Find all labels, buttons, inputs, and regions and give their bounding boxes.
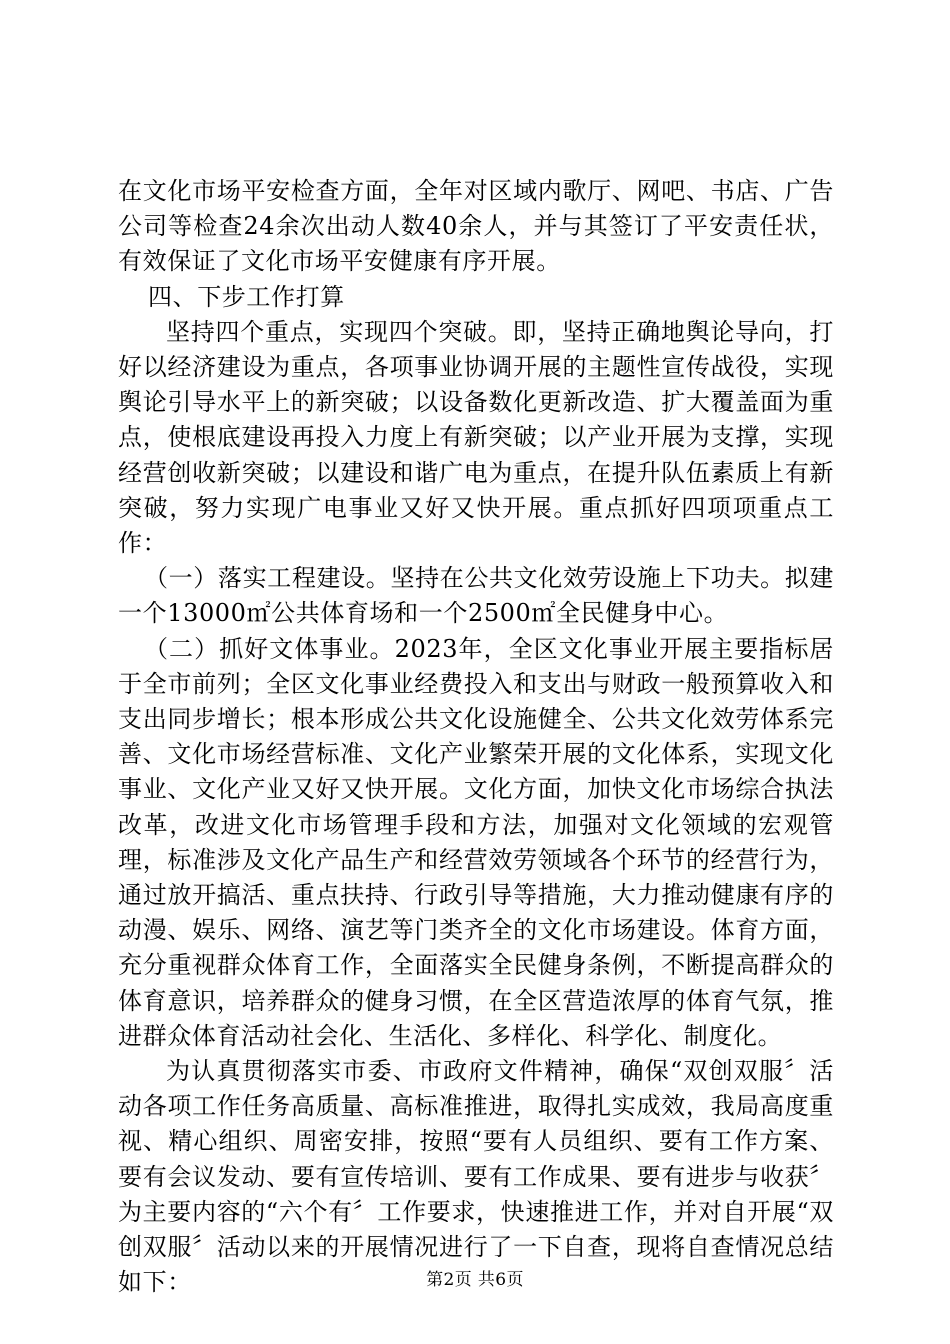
- paragraph-market-safety: 在文化市场平安检查方面，全年对区域内歌厅、网吧、书店、广告公司等检查24余次出动人数40余人，并与其签订了平安责任状，有效保证了文化市场平安健康有序开展。: [118, 177, 834, 276]
- paragraph-four-focuses: 坚持四个重点，实现四个突破。即，坚持正确地舆论导向，打好以经济建设为重点，各项事业协调开展的主题性宣传战役，实现舆论引导水平上的新突破；以设备数化更新改造、扩大覆盖面为重点，使根底建设再投入力度上有新突破；以产业开展为支撑，实现经营创收新突破；以建设和谐广电为重点，在提升队伍素质上有新突破，努力实现广电事业又好又快开展。重点抓好四项项重点工作：: [118, 317, 834, 558]
- paragraph-culture-sports: （二）抓好文体事业。2023年，全区文化事业开展主要指标居于全市前列；全区文化事业经费投入和支出与财政一般预算收入和支出同步增长；根本形成公共文化设施健全、公共文化效劳体系完善、文化市场经营标准、文化产业繁荣开展的文化体系，实现文化事业、文化产业又好又快开展。文化方面，加快文化市场综合执法改革，改进文化市场管理手段和方法，加强对文化领域的宏观管理，标准涉及文化产品生产和经营效劳领域各个环节的经营行为，通过放开搞活、重点扶持、行政引导等措施，大力推动健康有序的动漫、娱乐、网络、演艺等门类齐全的文化市场建设。体育方面，充分重视群众体育工作，全面落实全民健身条例，不断提高群众的体育意识，培养群众的健身习惯，在全区营造浓厚的体育气氛，推进群众体育活动社会化、生活化、多样化、科学化、制度化。: [118, 634, 834, 1050]
- section-heading-next-steps: 四、下步工作打算: [148, 282, 345, 311]
- paragraph-project-construction: （一）落实工程建设。坚持在公共文化效劳设施上下功夫。拟建一个13000㎡公共体育场和一个2500㎡全民健身中心。: [118, 564, 834, 628]
- paragraph-self-inspection: 为认真贯彻落实市委、市政府文件精神，确保“双创双服〞活动各项工作任务高质量、高标准推进，取得扎实成效，我局高度重视、精心组织、周密安排，按照“要有人员组织、要有工作方案、要有会议发动、要有宣传培训、要有工作成果、要有进步与收获〞为主要内容的“六个有〞工作要求，快速推进工作，并对自开展“双创双服〞活动以来的开展情况进行了一下自查，现将自查情况总结如下：: [118, 1057, 834, 1297]
- document-body: [118, 174, 834, 1301]
- page-number-footer: 第2页 共6页: [426, 1270, 524, 1290]
